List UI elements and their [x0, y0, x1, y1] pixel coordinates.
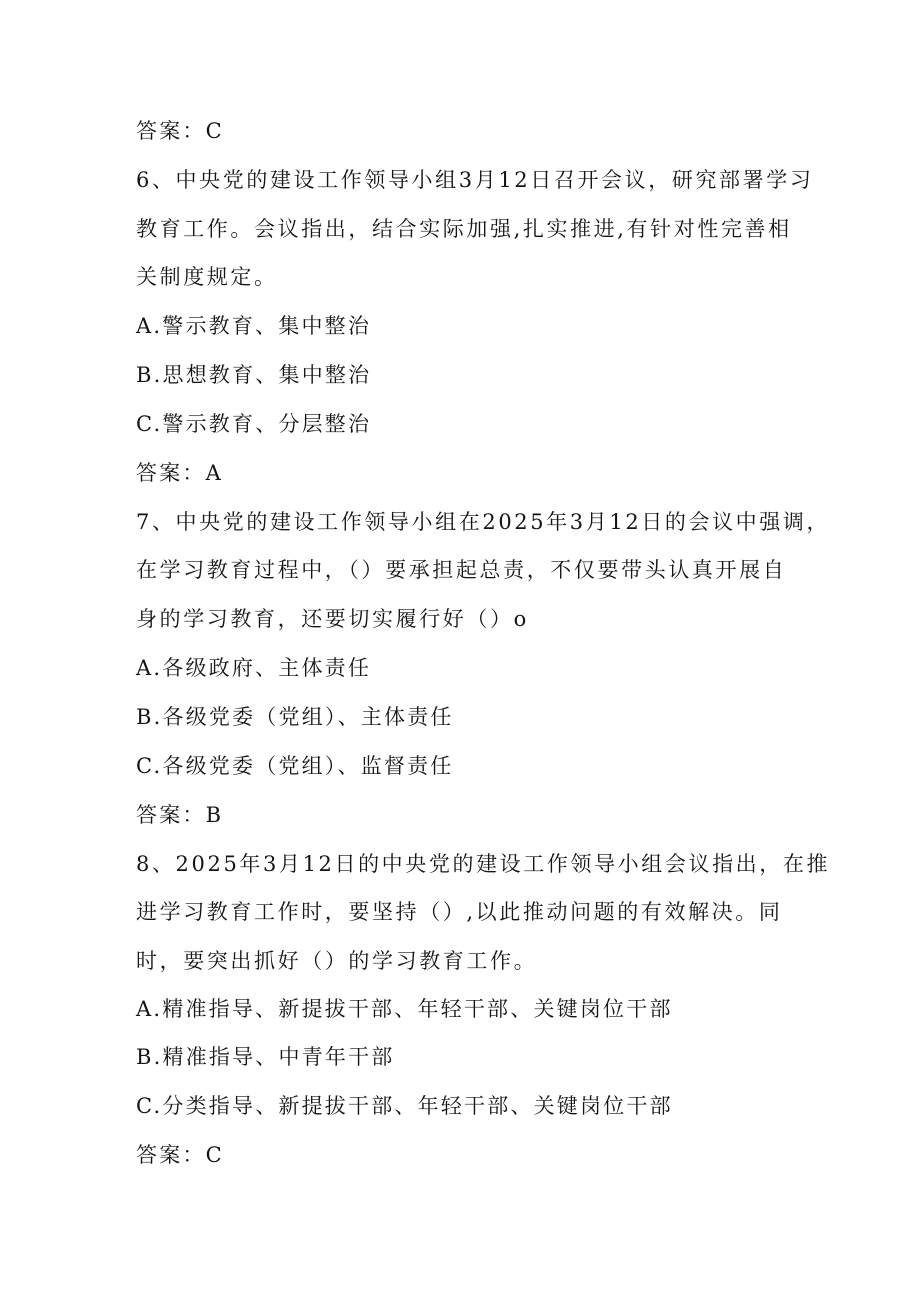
- question-7-stem-line-1: 7、中央党的建设工作领导小组在2025年3月12日的会议中强调，: [136, 510, 831, 534]
- question-6-stem-line-2: 教育工作。会议指出，结合实际加强,扎实推进,有针对性完善相: [136, 217, 792, 241]
- question-6-option-b: B.思想教育、集中整治: [136, 363, 372, 387]
- question-6-stem-line-1: 6、中央党的建设工作领导小组3月12日召开会议，研究部署学习: [136, 168, 814, 192]
- question-8-stem-line-2: 进学习教育工作时，要坚持（）,以此推动问题的有效解决。同: [136, 900, 783, 924]
- question-6-option-c: C.警示教育、分层整治: [136, 412, 372, 436]
- question-7-option-b: B.各级党委（党组）、主体责任: [136, 705, 454, 729]
- question-8-option-c: C.分类指导、新提拔干部、年轻干部、关键岗位干部: [136, 1094, 673, 1118]
- question-7-stem-line-3: 身的学习教育，还要切实履行好（）o: [136, 607, 529, 631]
- answer-line: 答案：C: [136, 119, 224, 143]
- question-7-option-c: C.各级党委（党组）、监督责任: [136, 754, 454, 778]
- question-8-option-b: B.精准指导、中青年干部: [136, 1045, 395, 1069]
- question-8-answer: 答案：C: [136, 1143, 224, 1167]
- question-7-answer: 答案：B: [136, 803, 224, 827]
- question-6-option-a: A.警示教育、集中整治: [136, 314, 372, 338]
- question-6-answer: 答案：A: [136, 461, 223, 485]
- question-7-option-a: A.各级政府、主体责任: [136, 656, 372, 680]
- question-8-stem-line-3: 时，要突出抓好（）的学习教育工作。: [136, 949, 538, 973]
- question-8-option-a: A.精准指导、新提拔干部、年轻干部、关键岗位干部: [136, 997, 673, 1021]
- question-8-stem-line-1: 8、2025年3月12日的中央党的建设工作领导小组会议指出，在推: [136, 852, 831, 876]
- question-6-stem-line-3: 关制度规定。: [136, 265, 278, 289]
- question-7-stem-line-2: 在学习教育过程中，（）要承担起总责，不仅要带头认真开展自: [136, 558, 787, 582]
